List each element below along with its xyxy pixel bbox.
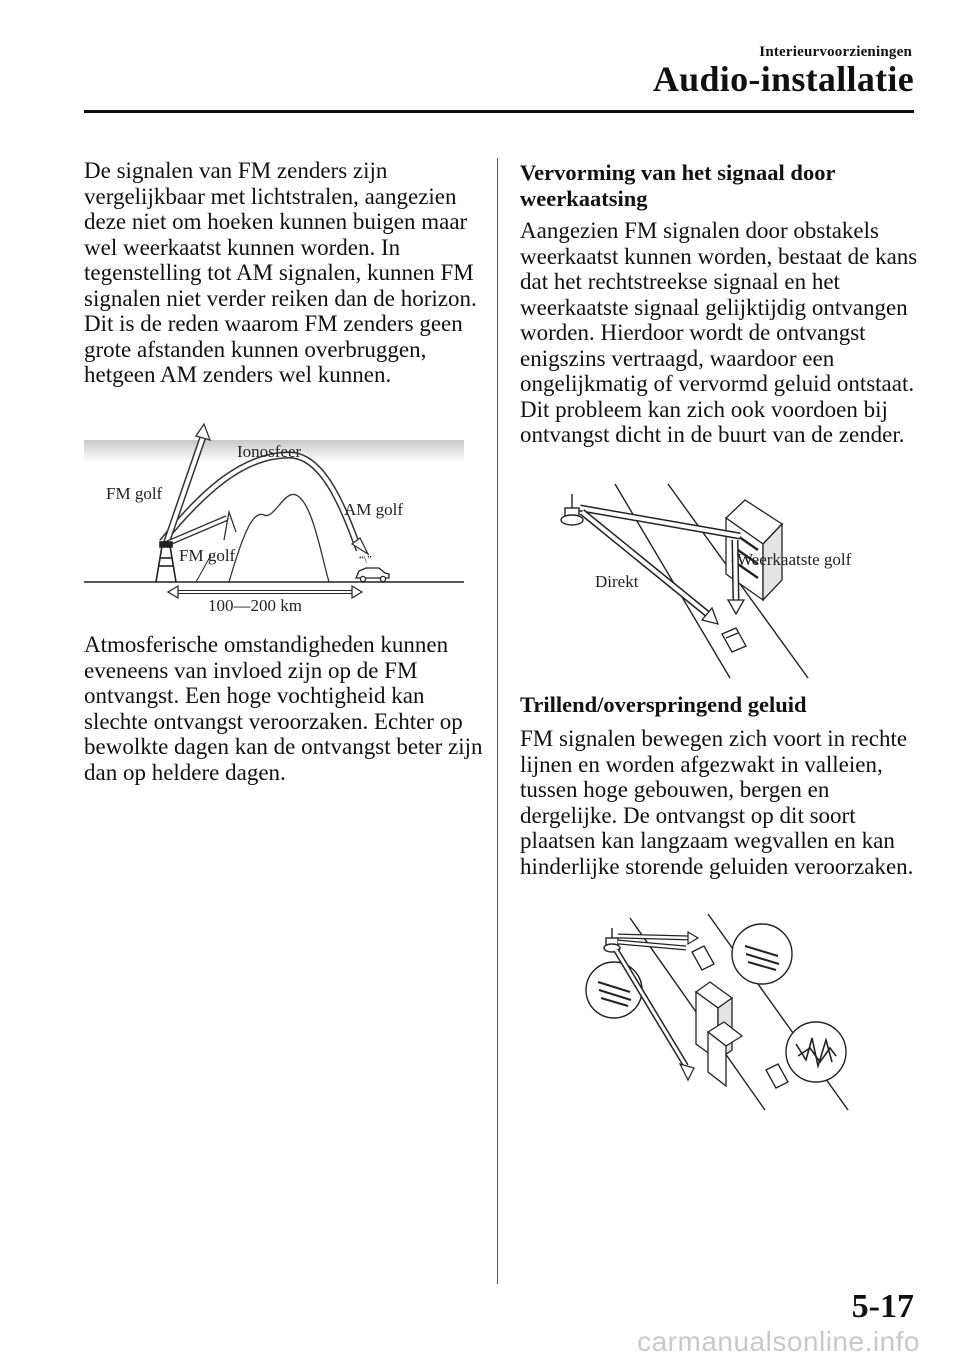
label-ionosphere: Ionosfeer bbox=[237, 442, 302, 461]
section-label: Interieurvoorzieningen bbox=[759, 44, 912, 60]
label-direct: Direkt bbox=[595, 572, 639, 591]
heading-fluttering: Trillend/overspringend geluid bbox=[520, 692, 807, 717]
right-paragraph-1: Aangezien FM signalen door obstakels weerkaatst kunnen worden, bestaat de kans dat het rechtstreekse signaal en het weerkaatste signaal gelijktijdig ontvangen worden. Hierdoor wordt de ontvangst enigszins vertraagd, waardoor een ongelijkmatig of vervormd geluid ontstaat. Dit probleem kan zich ook voordoen bij ontvangst dicht in de buurt van de zender. bbox=[520, 218, 918, 447]
header-rule bbox=[84, 110, 914, 113]
car-icon bbox=[722, 628, 746, 652]
signal-down-arrowhead bbox=[680, 1064, 694, 1080]
noise-bubble-left bbox=[586, 962, 642, 1018]
radio-tower bbox=[604, 928, 620, 952]
reflected-arrowhead bbox=[728, 600, 744, 614]
car-icon-bottom bbox=[766, 1064, 788, 1088]
watermark-url: carmanualsonline.info bbox=[637, 1326, 920, 1357]
fm-am-wave-diagram bbox=[84, 420, 464, 620]
label-distance: 100—200 km bbox=[208, 596, 302, 615]
car-icon bbox=[356, 568, 389, 582]
right-paragraph-2: FM signalen bewegen zich voort in rechte lijnen en worden afgezwakt in valleien, tussen hoge gebouwen, bergen en dergelijke. De ontvangst op dit soort plaatsen kan langzaam wegvallen en kan hinderlijke storende geluiden veroorzaken. bbox=[520, 726, 914, 879]
column-divider bbox=[497, 158, 498, 1284]
heading-distortion: Vervorming van het signaal door weerkaatsing bbox=[520, 160, 836, 211]
left-paragraph-2: Atmosferische omstandigheden kunnen eveneens van invloed zijn op de FM ontvangst. Een hoge vochtigheid kan slechte ontvangst veroorzaken. Echter op bewolkte dagen kan de ontvangst beter zijn dan op heldere dagen. bbox=[84, 632, 483, 785]
label-reflected: Weerkaatste golf bbox=[737, 550, 852, 569]
radio-tower bbox=[561, 494, 583, 525]
fm-wave-up-arrowhead bbox=[196, 424, 210, 440]
reflection-diagram bbox=[550, 478, 890, 688]
noise-bubble-right bbox=[732, 924, 792, 984]
page-number: 5-17 bbox=[851, 1288, 914, 1325]
distance-arrow-left bbox=[168, 586, 178, 598]
left-paragraph-1: De signalen van FM zenders zijn vergelijkbaar met lichtstralen, aangezien deze niet om hoeken kunnen buigen maar wel weerkaatst kunnen worden. In tegenstelling tot AM signalen, kunnen FM signalen niet verder reiken dan de horizon. Dit is de reden waarom FM zenders geen grote afstanden kunnen overbruggen, hetgeen AM zenders wel kunnen. bbox=[84, 158, 477, 387]
noise-bubble-static bbox=[786, 1022, 846, 1082]
label-fm-wave-bottom: FM golf bbox=[179, 546, 236, 565]
distance-arrow-right bbox=[352, 586, 362, 598]
radio-tower bbox=[156, 542, 176, 582]
fading-diagram bbox=[580, 910, 860, 1120]
car-icon-top bbox=[692, 946, 714, 970]
building-icon bbox=[696, 982, 742, 1086]
page-title: Audio-installatie bbox=[652, 59, 914, 99]
car-signal-glyph: “\” bbox=[359, 554, 372, 566]
mountain bbox=[229, 494, 329, 582]
label-am-wave: AM golf bbox=[344, 500, 404, 519]
label-fm-wave-top: FM golf bbox=[106, 484, 163, 503]
